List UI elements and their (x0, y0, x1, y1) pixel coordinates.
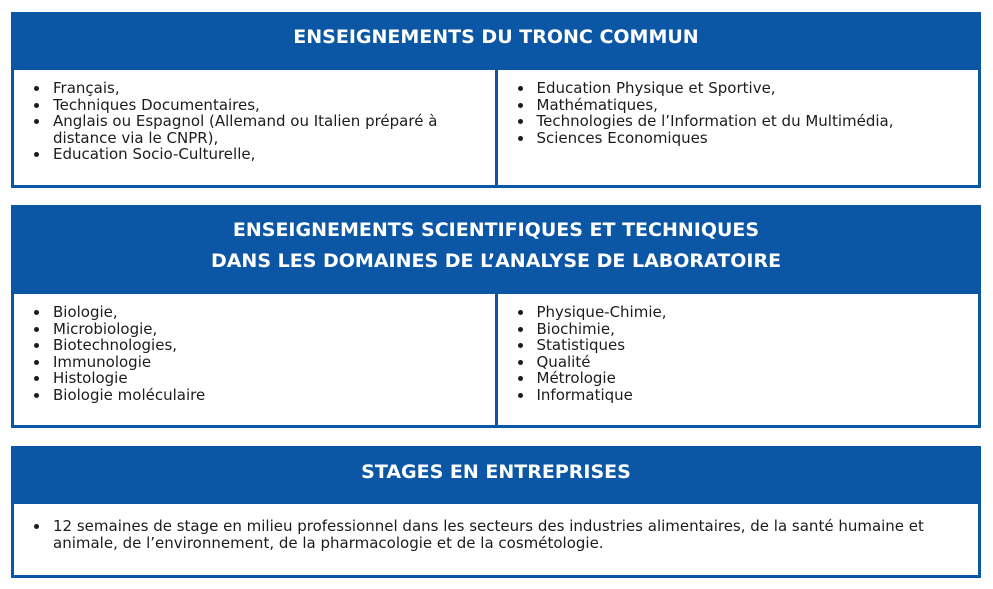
list-item: Education Physique et Sportive, (537, 80, 967, 97)
list-item: Qualité (537, 354, 967, 371)
column-full (14, 504, 978, 575)
list-item: Sciences Economiques (537, 130, 967, 147)
section-title-stages (11, 446, 981, 504)
list-item: Microbiologie, (53, 321, 483, 338)
list-item: Immunologie (53, 354, 483, 371)
list-item: Mathématiques, (537, 97, 967, 114)
section-scientifiques (11, 205, 981, 428)
list-item: 12 semaines de stage en milieu professionnel dans les secteurs des industries alimentaires, de la santé humaine et animale, de l’environnement, de la pharmacologie et de la cosmétologie. (53, 518, 958, 551)
list-item: Informatique (537, 387, 967, 404)
column-right (498, 294, 979, 425)
section-title-text: ENSEIGNEMENTS DU TRONC COMMUN (293, 26, 699, 48)
section-title-line-1: ENSEIGNEMENTS SCIENTIFIQUES ET TECHNIQUES (232, 219, 760, 241)
column-left (14, 294, 495, 425)
course-list (14, 80, 483, 163)
list-item: Biochimie, (537, 321, 967, 338)
section-title-tronc-commun (11, 12, 981, 70)
list-item: Biologie moléculaire (53, 387, 483, 404)
course-list (498, 80, 967, 146)
list-item: Anglais ou Espagnol (Allemand ou Italien préparé à distance via le CNPR), (53, 113, 483, 146)
list-item: Techniques Documentaires, (53, 97, 483, 114)
list-item: Métrologie (537, 370, 967, 387)
list-item: Histologie (53, 370, 483, 387)
stage-list (14, 518, 958, 551)
section-title-line-2: DANS LES DOMAINES DE L’ANALYSE DE LABORATOIRE (210, 250, 782, 272)
list-item: Français, (53, 80, 483, 97)
section-tronc-commun (11, 12, 981, 188)
list-item: Biotechnologies, (53, 337, 483, 354)
column-right (498, 70, 979, 185)
course-list (498, 304, 967, 404)
list-item: Statistiques (537, 337, 967, 354)
list-item: Technologies de l’Information et du Multimédia, (537, 113, 967, 130)
list-item: Biologie, (53, 304, 483, 321)
column-left (14, 70, 495, 185)
section-title-text: STAGES EN ENTREPRISES (361, 461, 631, 483)
section-body-scientifiques (14, 294, 978, 425)
section-title-scientifiques (11, 205, 981, 294)
section-body-stages (14, 504, 978, 575)
course-list (14, 304, 483, 404)
section-stages (11, 446, 981, 578)
list-item: Education Socio-Culturelle, (53, 146, 483, 163)
section-body-tronc-commun (14, 70, 978, 185)
list-item: Physique-Chimie, (537, 304, 967, 321)
